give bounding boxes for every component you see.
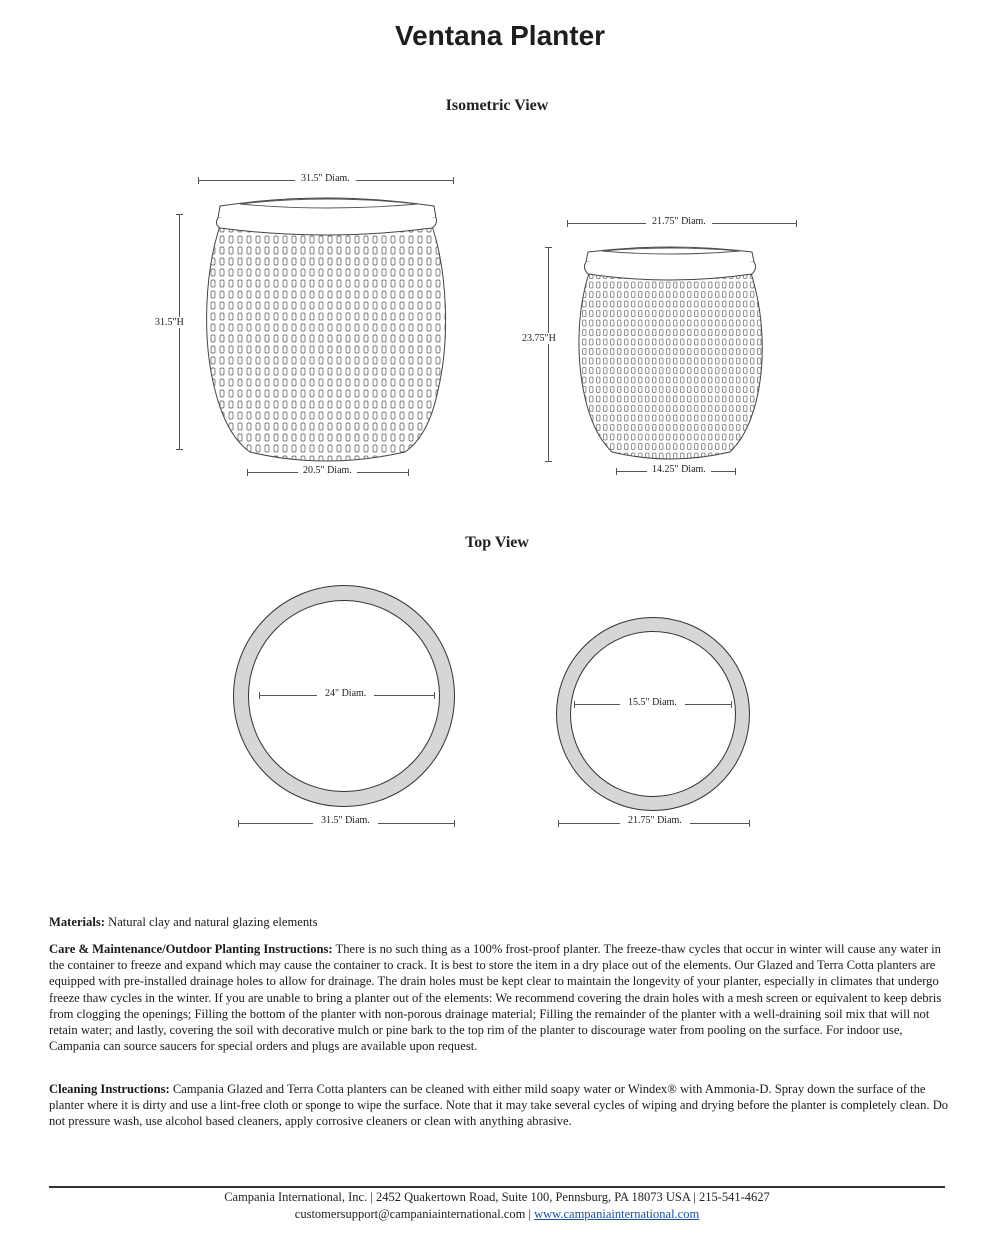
large-outer-diameter-label: 31.5" Diam. [313,815,378,826]
isometric-view-heading: Isometric View [445,97,549,114]
small-height-line [548,247,549,462]
materials-text: Natural clay and natural glazing elements [104,915,318,929]
small-outer-diameter-label: 21.75" Diam. [620,815,690,826]
footer-address: Campania International, Inc. | 2452 Quakertown Road, Suite 100, Pennsburg, PA 18073 USA | 215-541-4627 [224,1190,770,1204]
small-planter-top-view-opening [570,631,736,797]
small-top-diameter-label: 21.75" Diam. [646,216,712,227]
cleaning-paragraph [49,1081,949,1130]
large-top-diameter-label: 31.5" Diam. [295,173,356,184]
large-height-label: 31.5"H [155,317,184,328]
materials-label: Materials: [49,915,105,929]
large-height-line [179,214,180,450]
top-view-heading: Top View [465,534,529,551]
footer-separator: | [525,1207,535,1221]
large-bottom-diameter-label: 20.5" Diam. [298,465,357,476]
footer-website-link[interactable]: www.campaniainternational.com [534,1207,700,1221]
footer-contact [0,1207,994,1222]
large-planter-isometric-drawing [200,190,450,462]
small-planter-isometric-drawing [574,242,766,462]
small-inner-diameter-label: 15.5" Diam. [620,697,685,708]
cleaning-label: Cleaning Instructions: [49,1082,170,1096]
small-height-label: 23.75"H [522,333,556,344]
small-bottom-diameter-label: 14.25" Diam. [647,464,711,475]
cleaning-text: Campania Glazed and Terra Cotta planters can be cleaned with either mild soapy water or Windex® with Ammonia-D. Spray down the surface of the planter where it is dirty and use a lint-free cloth or sponge to wipe the surface. Note that it may take several cycles of wiping and drying before the planter is completely clean. Do not pressure wash, use alcohol based cleaners, apply corrosive cleaners or clean with anything abrasive. [49,1082,949,1129]
page-title: Ventana Planter [394,20,606,51]
materials-paragraph [49,914,949,930]
care-label: Care & Maintenance/Outdoor Planting Instructions: [49,942,333,956]
care-text: There is no such thing as a 100% frost-proof planter. The freeze-thaw cycles that occur in winter will cause any water in the container to freeze and expand which may cause the container to crack. It is best to store the item in a dry place out of the elements. Our Glazed and Terra Cotta planters are equipped with pre-installed drainage holes to allow for drainage. The drain holes must be kept clear to maintain the longevity of your planter, especially in climates that undergo freeze thaw cycles in the winter. If you are unable to bring a planter out of the elements: We recommend covering the drain holes with a mesh screen or equivalent to keep debris from clogging the openings; Filling the bottom of the planter with non-porous drainage material; Filling the remainder of the planter with a well-draining soil mix that will not retain water; and lastly, covering the soil with decorative mulch or pine bark to the top rim of the planter to discourage water from pooling on the surface. For indoor use, Campania can source saucers for special orders and plugs are available upon request. [49,942,942,1054]
care-paragraph [49,941,949,1054]
footer-divider [49,1186,945,1188]
large-inner-diameter-label: 24" Diam. [317,688,374,699]
footer-email[interactable]: customersupport@campaniainternational.com [294,1207,526,1221]
